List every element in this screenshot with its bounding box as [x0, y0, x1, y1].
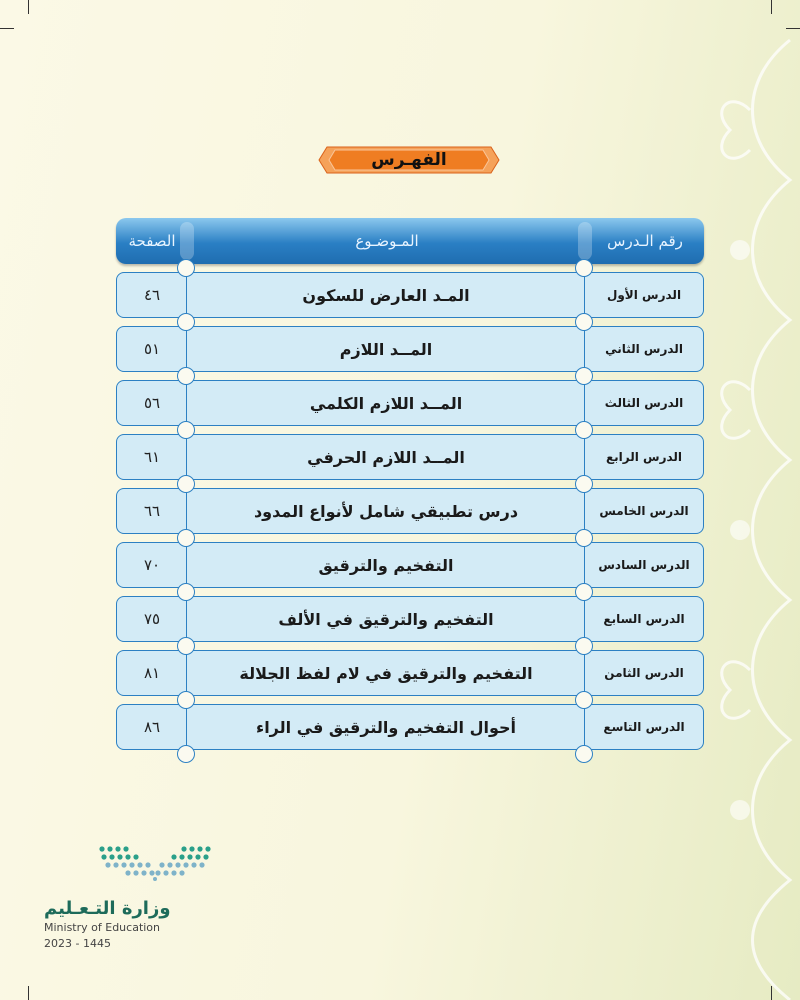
connector-knob: [177, 583, 195, 601]
connector-knob: [177, 421, 195, 439]
edition-year: 2023 - 1445: [44, 937, 111, 950]
ministry-name-english: Ministry of Education: [44, 921, 161, 934]
connector-knob: [575, 313, 593, 331]
contents-table: [116, 218, 704, 758]
page-title: الفهـرس: [371, 150, 447, 170]
crop-mark: [28, 986, 29, 1000]
table-row: [116, 650, 704, 696]
header-topic: المـوضـوع: [355, 232, 419, 250]
page-number: ٥٦: [116, 380, 188, 426]
table-body: [116, 272, 704, 750]
connector-knob: [575, 583, 593, 601]
page-number: ٧٠: [116, 542, 188, 588]
connector-knob: [575, 367, 593, 385]
connector-knob: [575, 529, 593, 547]
topic-cell: أحوال التفخيم والترقيق في الراء: [186, 704, 586, 750]
lesson-cell: الدرس الرابع: [584, 434, 704, 480]
index-title-badge: [317, 143, 501, 177]
table-row: [116, 704, 704, 750]
connector-knob: [575, 691, 593, 709]
ministry-name-arabic: وزارة التـعـليم: [44, 898, 171, 919]
table-row: [116, 542, 704, 588]
connector-knob: [177, 475, 195, 493]
page-number: ٨٦: [116, 704, 188, 750]
connector-knob: [177, 745, 195, 763]
table-row: [116, 596, 704, 642]
table-row: [116, 488, 704, 534]
page-number: ٥١: [116, 326, 188, 372]
table-row: [116, 326, 704, 372]
crop-mark: [28, 0, 29, 14]
lesson-cell: الدرس الأول: [584, 272, 704, 318]
crop-mark: [0, 28, 14, 29]
topic-cell: المــد اللازم الحرفي: [186, 434, 586, 480]
ministry-logo-icon: [98, 845, 212, 881]
connector-knob: [575, 745, 593, 763]
connector-knob: [575, 637, 593, 655]
page-number: ٨١: [116, 650, 188, 696]
topic-cell: التفخيم والترقيق: [186, 542, 586, 588]
connector-knob: [177, 367, 195, 385]
topic-cell: المـد العارض للسكون: [186, 272, 586, 318]
connector-knob: [575, 421, 593, 439]
lesson-cell: الدرس التاسع: [584, 704, 704, 750]
connector-knob: [177, 313, 195, 331]
connector-knob: [177, 529, 195, 547]
table-row: [116, 434, 704, 480]
topic-cell: درس تطبيقي شامل لأنواع المدود: [186, 488, 586, 534]
topic-cell: التفخيم والترقيق في لام لفظ الجلالة: [186, 650, 586, 696]
header-page: الصفحة: [128, 232, 176, 250]
lesson-cell: الدرس الثاني: [584, 326, 704, 372]
topic-cell: المــد اللازم: [186, 326, 586, 372]
topic-cell: التفخيم والترقيق في الألف: [186, 596, 586, 642]
connector-knob: [177, 691, 195, 709]
table-header: [116, 218, 704, 264]
table-row: [116, 272, 704, 318]
page-number: ٦١: [116, 434, 188, 480]
lesson-cell: الدرس الثامن: [584, 650, 704, 696]
page-number: ٧٥: [116, 596, 188, 642]
table-row: [116, 380, 704, 426]
lesson-cell: الدرس الثالث: [584, 380, 704, 426]
lesson-cell: الدرس الخامس: [584, 488, 704, 534]
header-lesson-number: رقم الـدرس: [607, 232, 683, 250]
lesson-cell: الدرس السابع: [584, 596, 704, 642]
topic-cell: المــد اللازم الكلمي: [186, 380, 586, 426]
connector-knob: [575, 475, 593, 493]
connector-knob: [575, 259, 593, 277]
lesson-cell: الدرس السادس: [584, 542, 704, 588]
page-number: ٦٦: [116, 488, 188, 534]
connector-knob: [177, 259, 195, 277]
page-number: ٤٦: [116, 272, 188, 318]
connector-knob: [177, 637, 195, 655]
